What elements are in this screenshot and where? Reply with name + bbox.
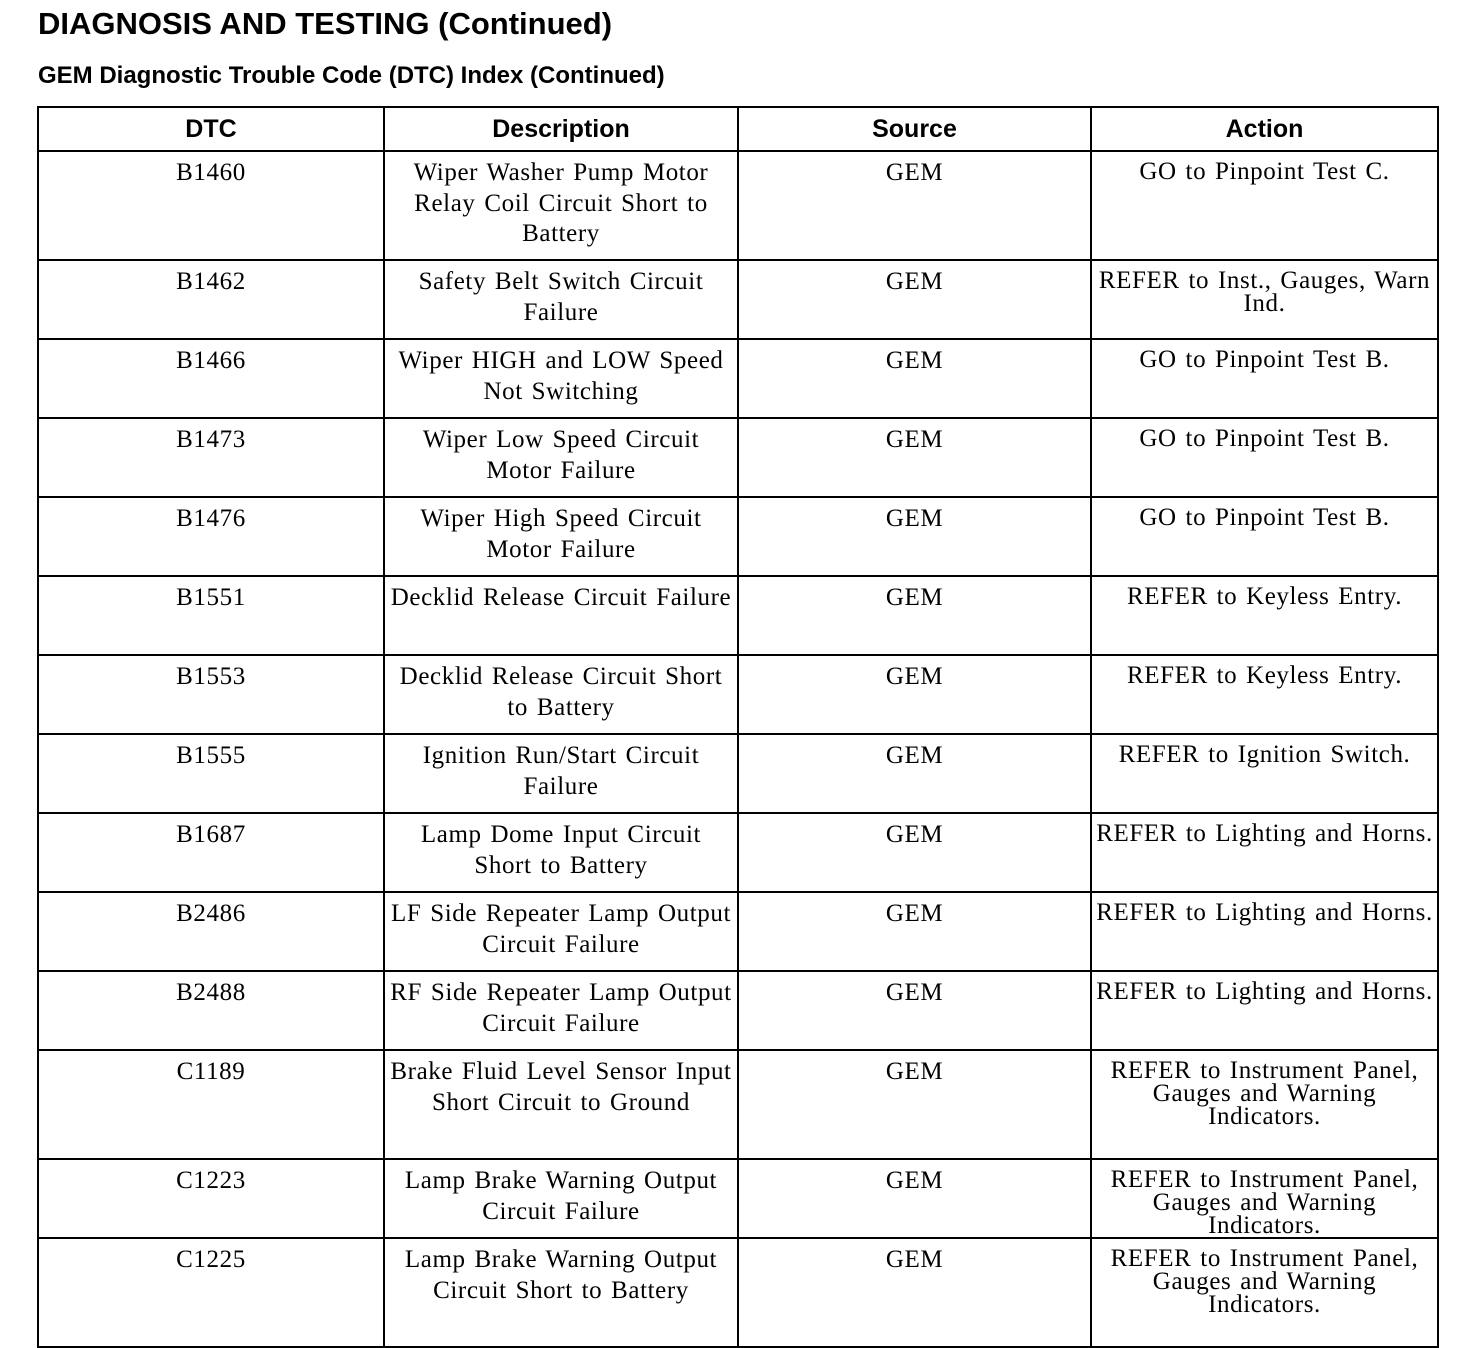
description-cell: RF Side Repeater Lamp Output Circuit Failure [384,971,738,1050]
table-row [38,1050,1438,1159]
source-cell: GEM [738,418,1091,497]
table-row [38,576,1438,655]
description-cell: Safety Belt Switch Circuit Failure [384,260,738,339]
source-cell: GEM [738,576,1091,655]
table-header-row [38,107,1438,151]
description-cell: Lamp Dome Input Circuit Short to Battery [384,813,738,892]
table-row [38,892,1438,971]
action-cell: REFER to Inst., Gauges, Warn Ind. [1091,260,1438,339]
source-cell: GEM [738,1159,1091,1238]
source-cell: GEM [738,892,1091,971]
action-cell: GO to Pinpoint Test B. [1091,339,1438,418]
action-cell: REFER to Lighting and Horns. [1091,813,1438,892]
table-row [38,339,1438,418]
dtc-cell: B1462 [38,260,384,339]
dtc-index-table [37,106,1439,1348]
description-cell: Wiper HIGH and LOW Speed Not Switching [384,339,738,418]
page-title: DIAGNOSIS AND TESTING (Continued) [38,6,613,41]
table-row [38,655,1438,734]
source-cell: GEM [738,339,1091,418]
source-cell: GEM [738,971,1091,1050]
description-cell: Wiper Washer Pump Motor Relay Coil Circuit Short to Battery [384,151,738,260]
source-cell: GEM [738,1238,1091,1347]
description-cell: LF Side Repeater Lamp Output Circuit Failure [384,892,738,971]
description-cell: Lamp Brake Warning Output Circuit Short to Battery [384,1238,738,1347]
source-cell: GEM [738,1050,1091,1159]
table-row [38,1159,1438,1238]
table-row [38,151,1438,260]
source-cell: GEM [738,260,1091,339]
dtc-cell: B1555 [38,734,384,813]
source-cell: GEM [738,497,1091,576]
description-cell: Decklid Release Circuit Failure [384,576,738,655]
source-cell: GEM [738,151,1091,260]
dtc-cell: B1687 [38,813,384,892]
action-cell: REFER to Keyless Entry. [1091,655,1438,734]
column-header-description: Description [384,107,738,151]
table-row [38,497,1438,576]
table-row [38,1238,1438,1347]
dtc-cell: B1476 [38,497,384,576]
dtc-cell: B1460 [38,151,384,260]
description-cell: Decklid Release Circuit Short to Battery [384,655,738,734]
table-row [38,418,1438,497]
dtc-cell: B1473 [38,418,384,497]
action-cell: REFER to Instrument Panel, Gauges and Warning Indicators. [1091,1159,1438,1238]
table-row [38,813,1438,892]
action-cell: REFER to Keyless Entry. [1091,576,1438,655]
action-cell: GO to Pinpoint Test B. [1091,497,1438,576]
section-title: GEM Diagnostic Trouble Code (DTC) Index (Continued) [38,62,665,89]
dtc-cell: B1551 [38,576,384,655]
description-cell: Wiper High Speed Circuit Motor Failure [384,497,738,576]
dtc-cell: C1189 [38,1050,384,1159]
action-cell: GO to Pinpoint Test C. [1091,151,1438,260]
source-cell: GEM [738,655,1091,734]
description-cell: Lamp Brake Warning Output Circuit Failure [384,1159,738,1238]
dtc-cell: C1225 [38,1238,384,1347]
dtc-cell: B2488 [38,971,384,1050]
dtc-cell: C1223 [38,1159,384,1238]
description-cell: Ignition Run/Start Circuit Failure [384,734,738,813]
dtc-cell: B1466 [38,339,384,418]
dtc-cell: B2486 [38,892,384,971]
description-cell: Wiper Low Speed Circuit Motor Failure [384,418,738,497]
table-row [38,971,1438,1050]
table-row [38,734,1438,813]
action-cell: REFER to Ignition Switch. [1091,734,1438,813]
column-header-source: Source [738,107,1091,151]
action-cell: REFER to Lighting and Horns. [1091,971,1438,1050]
action-cell: GO to Pinpoint Test B. [1091,418,1438,497]
column-header-action: Action [1091,107,1438,151]
source-cell: GEM [738,734,1091,813]
action-cell: REFER to Instrument Panel, Gauges and Warning Indicators. [1091,1050,1438,1159]
column-header-dtc: DTC [38,107,384,151]
action-cell: REFER to Lighting and Horns. [1091,892,1438,971]
table-row [38,260,1438,339]
description-cell: Brake Fluid Level Sensor Input Short Circuit to Ground [384,1050,738,1159]
source-cell: GEM [738,813,1091,892]
dtc-cell: B1553 [38,655,384,734]
action-cell: REFER to Instrument Panel, Gauges and Warning Indicators. [1091,1238,1438,1347]
